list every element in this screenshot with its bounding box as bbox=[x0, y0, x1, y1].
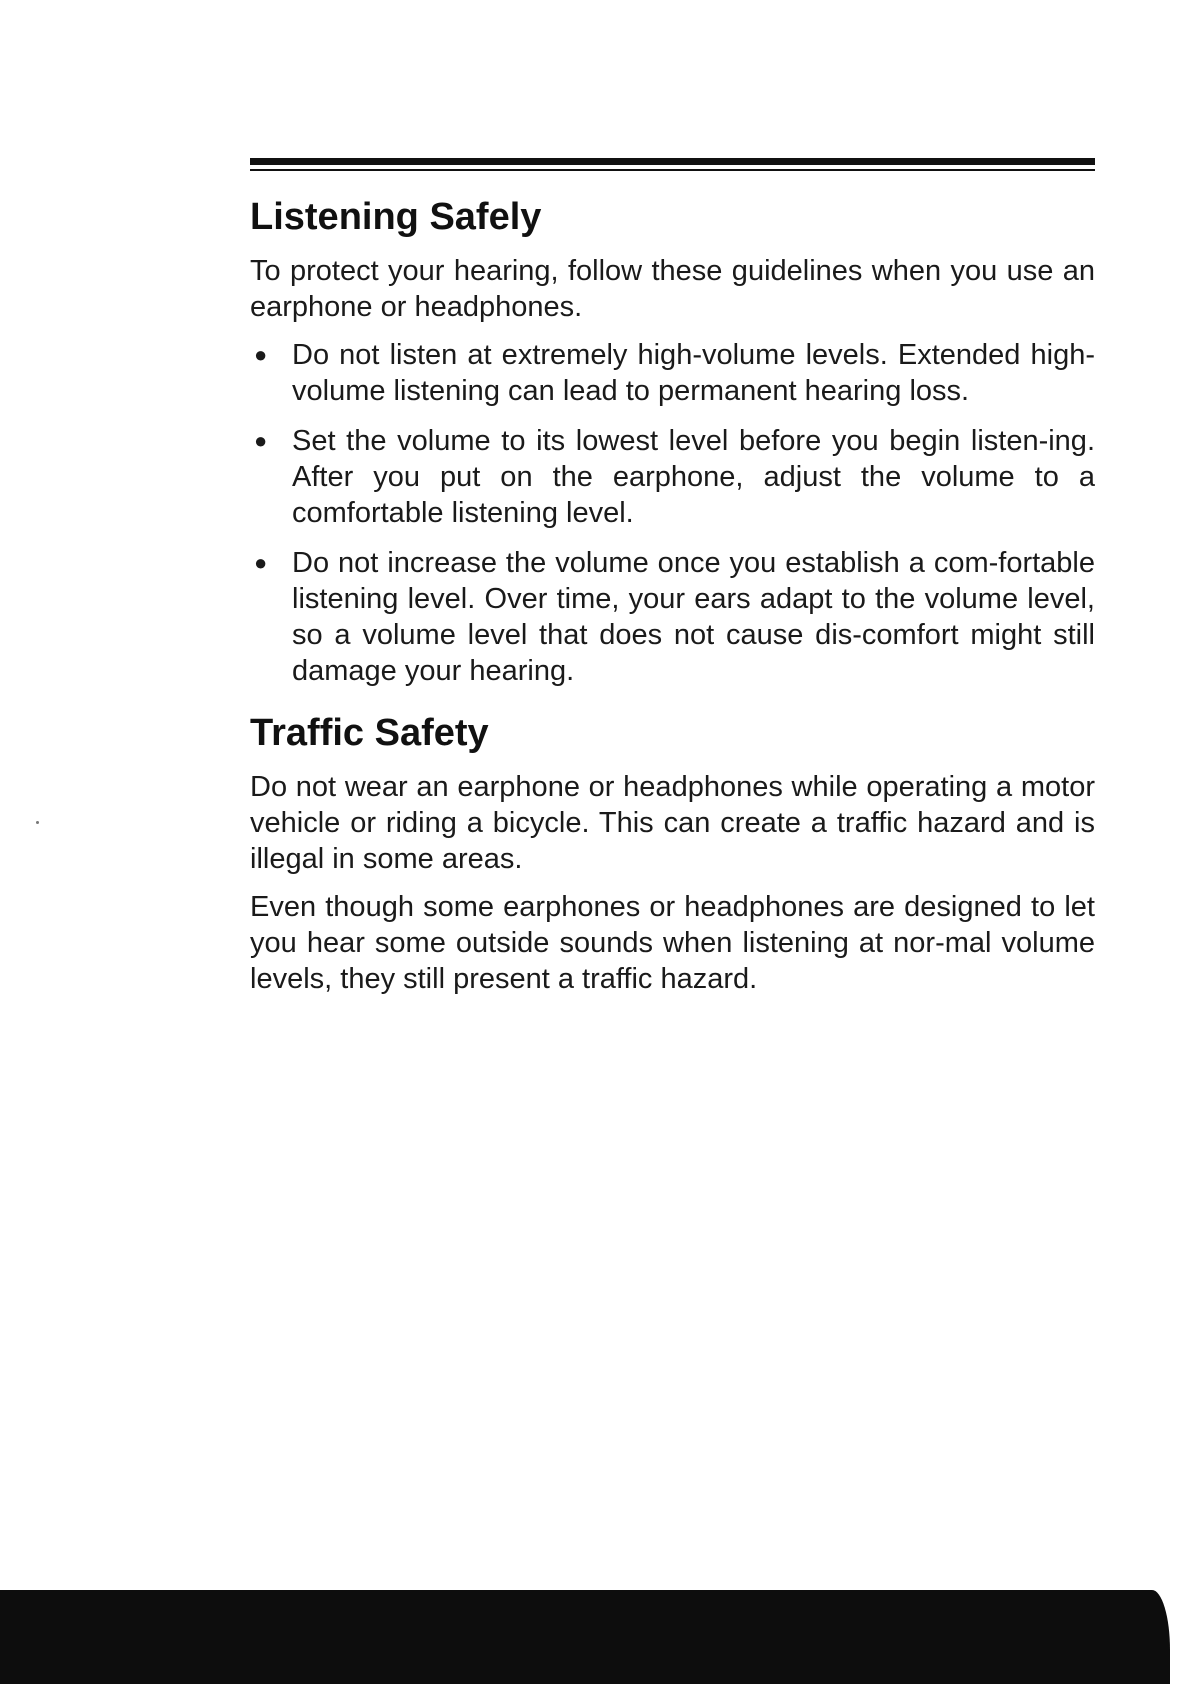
scan-speck bbox=[36, 821, 39, 824]
list-item bbox=[250, 545, 1095, 689]
traffic-safety-section bbox=[250, 711, 1095, 997]
listening-safely-heading: Listening Safely bbox=[250, 196, 542, 238]
bullet-icon: ● bbox=[254, 342, 268, 367]
traffic-safety-paragraph: Do not wear an earphone or headphones while operating a motor vehicle or riding a bicycle. This can create a traffic hazard and is illegal in some areas. bbox=[250, 771, 1095, 875]
bullet-icon: ● bbox=[254, 550, 268, 575]
listening-guidelines-list bbox=[250, 337, 1095, 689]
header-rule-thick bbox=[250, 158, 1095, 165]
list-item-text: Do not listen at extremely high-volume levels. Extended high-volume listening can lead to permanent hearing loss. bbox=[292, 339, 1095, 407]
header-rule-thin bbox=[250, 169, 1095, 171]
list-item-text: Set the volume to its lowest level before you begin listen-ing. After you put on the earphone, adjust the volume to a comfortable listening level. bbox=[292, 425, 1095, 529]
bullet-icon: ● bbox=[254, 428, 268, 453]
traffic-safety-heading: Traffic Safety bbox=[250, 712, 489, 754]
list-item bbox=[250, 423, 1095, 531]
traffic-safety-paragraph: Even though some earphones or headphones are designed to let you hear some outside sounds when listening at nor-mal volume levels, they still present a traffic hazard. bbox=[250, 891, 1095, 995]
list-item-text: Do not increase the volume once you establish a com-fortable listening level. Over time, your ears adapt to the volume level, so a volume level that does not cause dis-comfort might still damage your hearing. bbox=[292, 547, 1095, 687]
page-content bbox=[250, 195, 1095, 1009]
page-bottom-bar bbox=[0, 1590, 1170, 1684]
listening-safely-intro: To protect your hearing, follow these guidelines when you use an earphone or headphones. bbox=[250, 255, 1095, 323]
listening-safely-section bbox=[250, 195, 1095, 689]
list-item bbox=[250, 337, 1095, 409]
